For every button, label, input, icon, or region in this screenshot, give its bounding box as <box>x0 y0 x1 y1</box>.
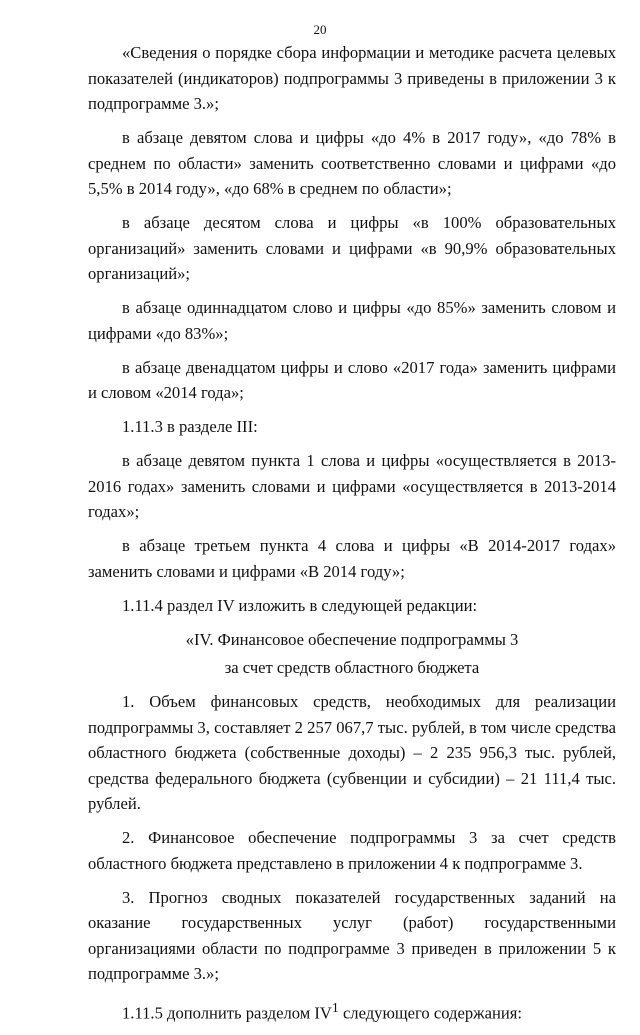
paragraph: в абзаце двенадцатом цифры и слово «2017 года» заменить цифрами и словом «2014 года»; <box>88 357 616 402</box>
page-number: 20 <box>313 22 327 37</box>
section-paragraph: 1. Объем финансовых средств, необходимых для реализации подпрограммы 3, составляет 2 257 067,7 тыс. рублей, в том числе средства областного бюджета (собственные доходы) – 2 235 956,3 тыс. рублей, средства федерального бюджета (субвенции и субсидии) – 21 111,4 тыс. рублей. <box>88 692 616 813</box>
paragraph: «Сведения о порядке сбора информации и методике расчета целевых показателей (индикаторов) подпрограммы 3 приведены в приложении 3 к подпрограмме 3.»; <box>88 43 616 113</box>
paragraph: в абзаце третьем пункта 4 слова и цифры «В 2014-2017 годах» заменить словами и цифрами «В 2014 году»; <box>88 536 616 581</box>
last-paragraph <box>88 995 616 1026</box>
section-paragraph: 2. Финансовое обеспечение подпрограммы 3 за счет средств областного бюджета представлено в приложении 4 к подпрограмме 3. <box>88 828 616 873</box>
paragraph: в абзаце одиннадцатом слово и цифры «до 85%» заменить словом и цифрами «до 83%»; <box>88 298 616 343</box>
section-subheading: за счет средств областного бюджета <box>224 658 480 677</box>
superscript: 1 <box>331 1000 339 1015</box>
last-paragraph-text: 1.11.5 дополнить разделом IV <box>122 1003 332 1023</box>
paragraph: 1.11.4 раздел IV изложить в следующей редакции: <box>122 595 478 615</box>
section-paragraph: 3. Прогноз сводных показателей государственных заданий на оказание государственных услуг (работ) государственными организациями области по подпрограмме 3 приведен в приложении 5 к подпрограмме 3.»; <box>88 887 616 983</box>
document-body <box>88 40 616 1035</box>
section-heading: «IV. Финансовое обеспечение подпрограммы 3 <box>185 629 519 649</box>
last-paragraph-tail: следующего содержания: <box>338 1003 522 1023</box>
paragraph: в абзаце девятом слова и цифры «до 4% в 2017 году», «до 78% в среднем по области» заменить соответственно словами и цифрами «до 5,5% в 2014 году», «до 68% в среднем по области»; <box>88 128 616 198</box>
paragraph: 1.11.3 в разделе III: <box>122 417 258 436</box>
paragraph: в абзаце десятом слова и цифры «в 100% образовательных организаций» заменить словами и цифрами «в 90,9% образовательных организаций»; <box>88 213 616 283</box>
paragraph: в абзаце девятом пункта 1 слова и цифры «осуществляется в 2013-2016 годах» заменить словами и цифрами «осуществляется в 2013-2014 годах»; <box>88 451 616 521</box>
